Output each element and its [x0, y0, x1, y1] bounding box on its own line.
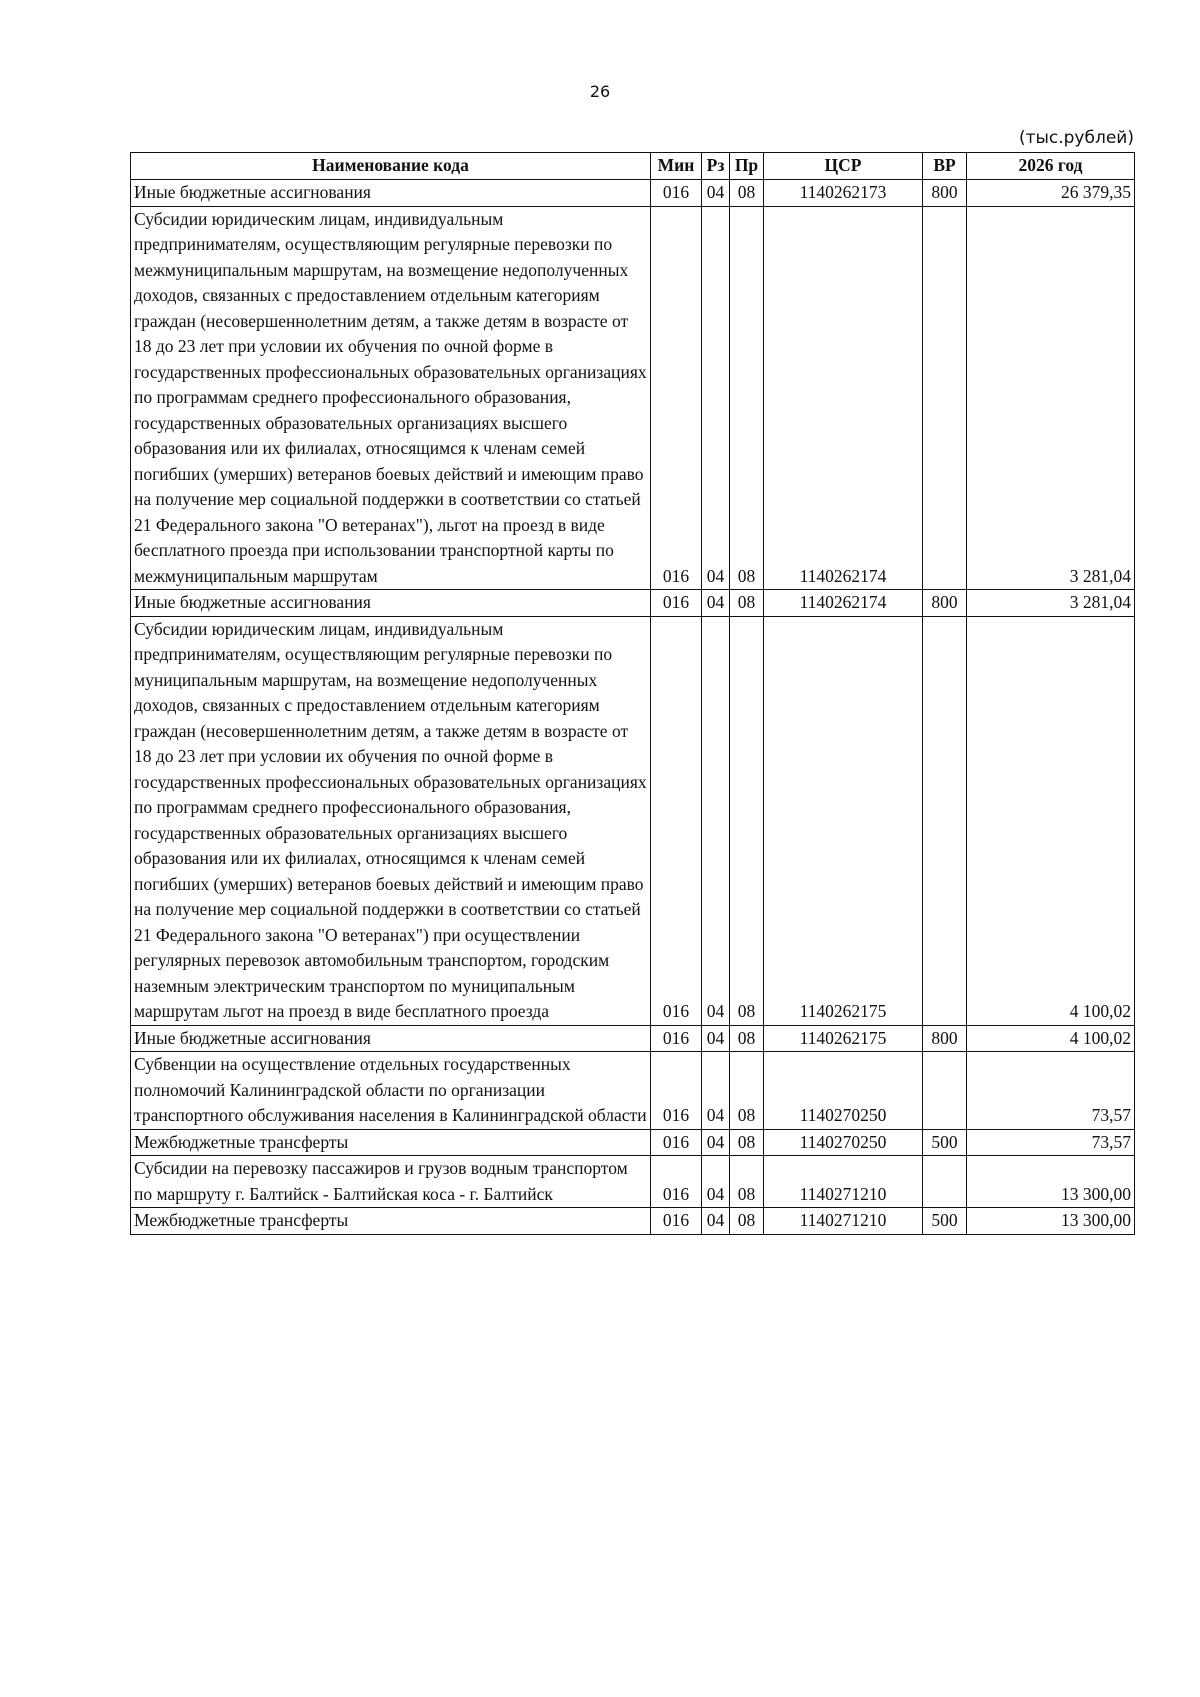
cell-rz: 04	[702, 616, 730, 1025]
cell-min: 016	[651, 1156, 702, 1208]
cell-rz: 04	[702, 590, 730, 617]
header-name: Наименование кода	[131, 153, 651, 180]
cell-sum: 4 100,02	[967, 1025, 1135, 1052]
table-row	[131, 616, 1135, 1025]
cell-sum: 73,57	[967, 1052, 1135, 1130]
cell-name: Иные бюджетные ассигнования	[131, 1025, 651, 1052]
cell-pr: 08	[730, 1052, 764, 1130]
cell-sum: 13 300,00	[967, 1156, 1135, 1208]
cell-csr: 1140262174	[764, 590, 923, 617]
cell-min: 016	[651, 1129, 702, 1156]
cell-csr: 1140262173	[764, 180, 923, 207]
cell-pr: 08	[730, 590, 764, 617]
cell-sum: 73,57	[967, 1129, 1135, 1156]
cell-name: Субсидии юридическим лицам, индивидуальным предпринимателям, осуществляющим регулярные перевозки по межмуниципальным маршрутам, на возмещение недополученных доходов, связанных с предоставлением отдельным категориям граждан (несовершеннолетним детям, а также детям в возрасте от 18 до 23 лет при условии их обучения по очной форме в государственных профессиональных образовательных организациях по программам среднего профессионального образования, государственных образовательных организациях высшего образования или их филиалах, относящимся к членам семей погибших (умерших) ветеранов боевых действий и имеющим право на получение мер социальной поддержки в соответствии со статьей 21 Федерального закона "О ветеранах"), льгот на проезд в виде бесплатного проезда при использовании транспортной карты по межмуниципальным маршрутам	[131, 206, 651, 590]
cell-sum: 26 379,35	[967, 180, 1135, 207]
cell-vr: 800	[923, 590, 967, 617]
cell-csr: 1140271210	[764, 1208, 923, 1235]
table-header-row	[131, 153, 1135, 180]
page-number: 26	[589, 82, 611, 101]
cell-min: 016	[651, 180, 702, 207]
cell-min: 016	[651, 206, 702, 590]
cell-sum: 3 281,04	[967, 590, 1135, 617]
cell-min: 016	[651, 616, 702, 1025]
table-row	[131, 1052, 1135, 1130]
cell-name: Субсидии юридическим лицам, индивидуальным предпринимателям, осуществляющим регулярные перевозки по муниципальным маршрутам, на возмещение недополученных доходов, связанных с предоставлением отдельным категориям граждан (несовершеннолетним детям, а также детям в возрасте от 18 до 23 лет при условии их обучения по очной форме в государственных профессиональных образовательных организациях по программам среднего профессионального образования, государственных образовательных организациях высшего образования или их филиалах, относящимся к членам семей погибших (умерших) ветеранов боевых действий и имеющим право на получение мер социальной поддержки в соответствии со статьей 21 Федерального закона "О ветеранах") при осуществлении регулярных перевозок автомобильным транспортом, городским наземным электрическим транспортом по муниципальным маршрутам льгот на проезд в виде бесплатного проезда	[131, 616, 651, 1025]
table-row	[131, 1156, 1135, 1208]
cell-name: Иные бюджетные ассигнования	[131, 180, 651, 207]
cell-name: Межбюджетные трансферты	[131, 1129, 651, 1156]
units-label: (тыс.рублей)	[1018, 128, 1134, 148]
table-row	[131, 206, 1135, 590]
table-row	[131, 590, 1135, 617]
cell-min: 016	[651, 1025, 702, 1052]
cell-min: 016	[651, 1208, 702, 1235]
cell-pr: 08	[730, 1208, 764, 1235]
cell-pr: 08	[730, 1129, 764, 1156]
cell-vr: 800	[923, 1025, 967, 1052]
cell-csr: 1140262175	[764, 616, 923, 1025]
cell-vr	[923, 206, 967, 590]
cell-pr: 08	[730, 1156, 764, 1208]
header-pr: Пр	[730, 153, 764, 180]
cell-rz: 04	[702, 206, 730, 590]
cell-vr: 500	[923, 1208, 967, 1235]
cell-csr: 1140262175	[764, 1025, 923, 1052]
cell-vr	[923, 1156, 967, 1208]
cell-sum: 3 281,04	[967, 206, 1135, 590]
cell-pr: 08	[730, 1025, 764, 1052]
header-vr: ВР	[923, 153, 967, 180]
table-row	[131, 1208, 1135, 1235]
cell-rz: 04	[702, 1052, 730, 1130]
cell-rz: 04	[702, 1025, 730, 1052]
cell-pr: 08	[730, 206, 764, 590]
cell-pr: 08	[730, 616, 764, 1025]
cell-rz: 04	[702, 180, 730, 207]
cell-pr: 08	[730, 180, 764, 207]
cell-min: 016	[651, 590, 702, 617]
header-csr: ЦСР	[764, 153, 923, 180]
header-sum: 2026 год	[967, 153, 1135, 180]
cell-csr: 1140270250	[764, 1129, 923, 1156]
cell-vr: 800	[923, 180, 967, 207]
cell-sum: 13 300,00	[967, 1208, 1135, 1235]
cell-csr: 1140271210	[764, 1156, 923, 1208]
header-rz: Рз	[702, 153, 730, 180]
cell-name: Иные бюджетные ассигнования	[131, 590, 651, 617]
cell-rz: 04	[702, 1156, 730, 1208]
table-row	[131, 180, 1135, 207]
table-row	[131, 1129, 1135, 1156]
budget-table	[130, 152, 1135, 1235]
cell-vr: 500	[923, 1129, 967, 1156]
cell-csr: 1140270250	[764, 1052, 923, 1130]
cell-name: Межбюджетные трансферты	[131, 1208, 651, 1235]
cell-vr	[923, 616, 967, 1025]
cell-name: Субсидии на перевозку пассажиров и грузов водным транспортом по маршруту г. Балтийск - Балтийская коса - г. Балтийск	[131, 1156, 651, 1208]
cell-name: Субвенции на осуществление отдельных государственных полномочий Калининградской области по организации транспортного обслуживания населения в Калининградской области	[131, 1052, 651, 1130]
header-min: Мин	[651, 153, 702, 180]
table-row	[131, 1025, 1135, 1052]
cell-rz: 04	[702, 1208, 730, 1235]
cell-vr	[923, 1052, 967, 1130]
cell-csr: 1140262174	[764, 206, 923, 590]
cell-rz: 04	[702, 1129, 730, 1156]
cell-sum: 4 100,02	[967, 616, 1135, 1025]
cell-min: 016	[651, 1052, 702, 1130]
